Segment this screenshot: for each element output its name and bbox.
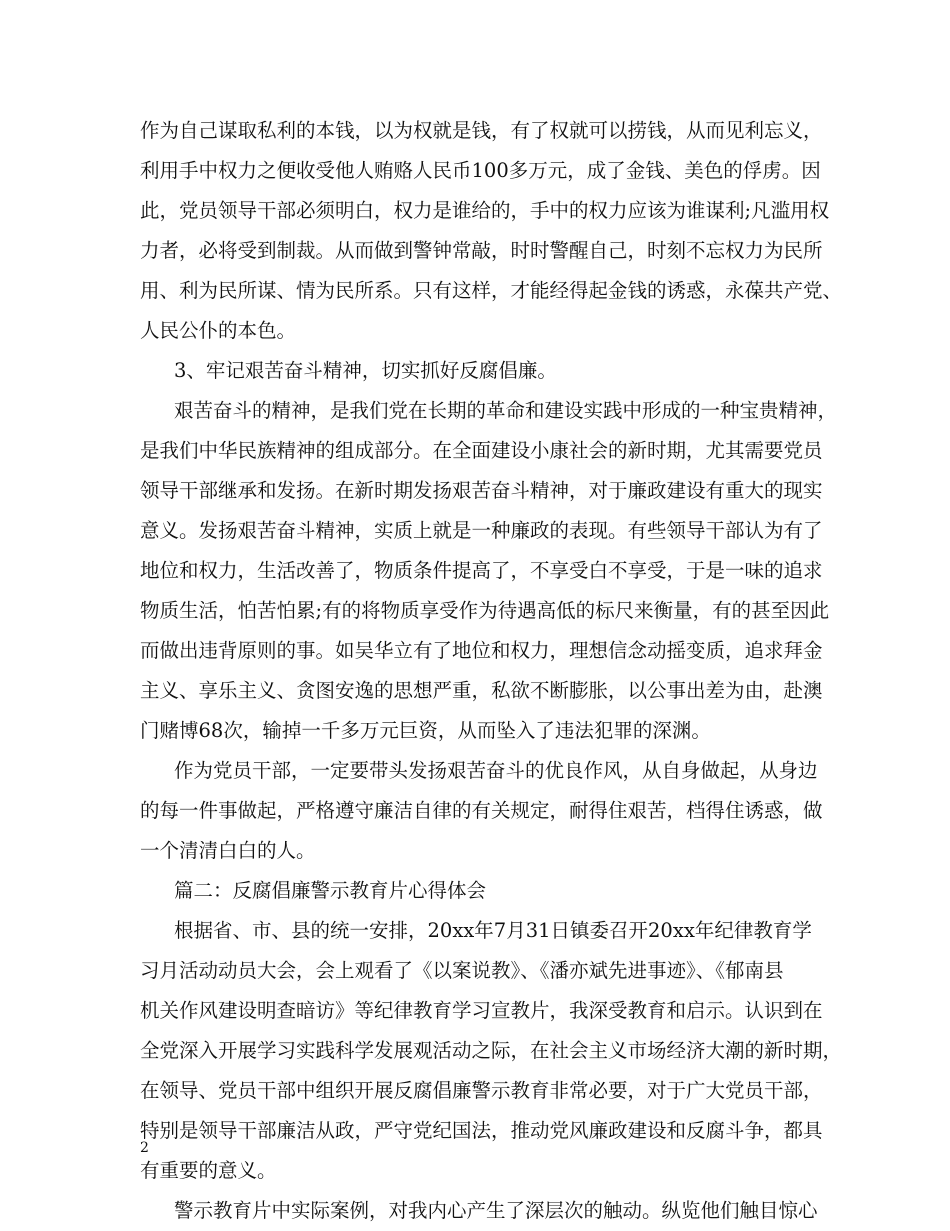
text-line: 特别是领导干部廉洁从政，严守党纪国法，推动党风廉政建设和反腐斗争，都具 [140,1119,823,1142]
text-line: 作为党员干部，一定要带头发扬艰苦奋斗的优良作风，从自身做起，从身边 [174,759,818,782]
document-body [140,111,843,1231]
text-line: 警示教育片中实际案例，对我内心产生了深层次的触动。纵览他们触目惊心 [174,1199,818,1222]
text-line: 力者，必将受到制裁。从而做到警钟常敲，时时警醒自己，时刻不忘权力为民所 [140,239,823,262]
text-line: 意义。发扬艰苦奋斗精神，实质上就是一种廉政的表现。有些领导干部认为有了 [140,519,823,542]
text-line: 艰苦奋斗的精神，是我们党在长期的革命和建设实践中形成的一种宝贵精神， [174,399,838,422]
text-line: 利用手中权力之便收受他人贿赂人民币100多万元，成了金钱、美色的俘虏。因 [140,159,821,182]
text-line: 机关作风建设明查暗访》等纪律教育学习宣教片，我深受教育和启示。认识到在 [140,999,823,1022]
text-line: 作为自己谋取私利的本钱，以为权就是钱，有了权就可以捞钱，从而见利忘义， [140,119,823,142]
text-line: 主义、享乐主义、贪图安逸的思想严重，私欲不断膨胀，以公事出差为由，赴澳 [140,679,823,702]
text-line: 门赌博68次，输掉一千多万元巨资，从而坠入了违法犯罪的深渊。 [140,719,711,742]
text-line: 全党深入开展学习实践科学发展观活动之际，在社会主义市场经济大潮的新时期， [140,1039,843,1062]
text-line: 有重要的意义。 [140,1159,277,1182]
article-title: 篇二：反腐倡廉警示教育片心得体会 [174,879,487,902]
text-line: 此，党员领导干部必须明白，权力是谁给的，手中的权力应该为谁谋利;凡滥用权 [140,199,830,222]
text-line: 一个清清白白的人。 [140,839,316,862]
text-line: 物质生活，怕苦怕累;有的将物质享受作为待遇高低的标尺来衡量，有的甚至因此 [140,599,830,622]
text-line: 根据省、市、县的统一安排，20xx年7月31日镇委召开20xx年纪律教育学 [174,919,812,942]
text-line: 地位和权力，生活改善了，物质条件提高了，不享受白不享受，于是一味的追求 [140,559,823,582]
text-line: 在领导、党员干部中组织开展反腐倡廉警示教育非常必要，对于广大党员干部， [140,1079,823,1102]
text-line: 的每一件事做起，严格遵守廉洁自律的有关规定，耐得住艰苦，档得住诱惑，做 [140,799,823,822]
text-line: 习月活动动员大会，会上观看了《以案说教》、《潘亦斌先进事迹》、《郁南县 [140,959,784,982]
page-number: 2 [140,1140,149,1156]
text-line: 而做出违背原则的事。如吴华立有了地位和权力，理想信念动摇变质，追求拜金 [140,639,823,662]
text-line: 领导干部继承和发扬。在新时期发扬艰苦奋斗精神，对于廉政建设有重大的现实 [140,479,823,502]
section-heading: 3、牢记艰苦奋斗精神，切实抓好反腐倡廉。 [174,359,557,382]
text-line: 人民公仆的本色。 [140,319,297,342]
text-line: 是我们中华民族精神的组成部分。在全面建设小康社会的新时期，尤其需要党员 [140,439,823,462]
text-line: 用、利为民所谋、情为民所系。只有这样，才能经得起金钱的诱惑，永葆共产党、 [140,279,843,302]
